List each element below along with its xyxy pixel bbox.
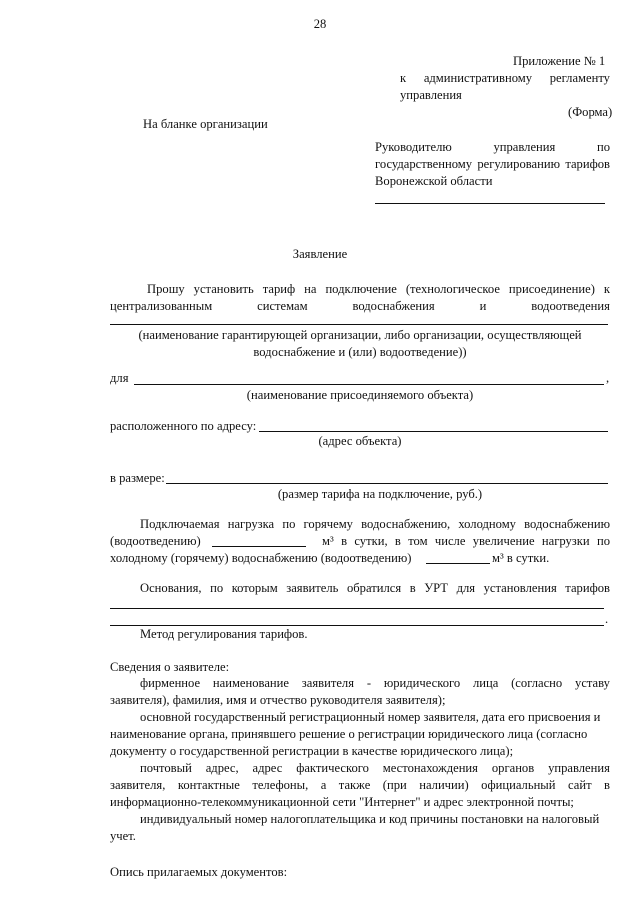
- object-caption: (наименование присоединяемого объекта): [246, 388, 474, 402]
- page-number: 28: [313, 17, 327, 31]
- address-label: расположенного по адресу:: [110, 419, 257, 433]
- load-line-1: Подключаемая нагрузка по горячему водоснабжению, холодному водоснабжению: [140, 517, 610, 531]
- applicant-item-2-line-3: документу о государственной регистрации в качестве юридического лица);: [110, 744, 514, 758]
- regulation-method: Метод регулирования тарифов.: [140, 627, 308, 641]
- load-increase-line[interactable]: [426, 563, 490, 564]
- document-heading: Заявление: [292, 247, 348, 261]
- load-line-2-start: (водоотведению): [110, 534, 201, 548]
- form-label: (Форма): [568, 105, 613, 119]
- addressee-line-3: Воронежской области: [375, 174, 493, 188]
- appendix-line-2: к административному регламенту: [400, 71, 610, 85]
- addressee-line-1: Руководителю управления по: [375, 140, 610, 154]
- applicant-item-3-line-1: почтовый адрес, адрес фактического местонахождения органов управления: [140, 761, 610, 775]
- organization-name-line[interactable]: [110, 324, 608, 325]
- applicant-item-2-line-1: основной государственный регистрационный номер заявителя, дата его присвоения и: [140, 710, 601, 724]
- applicant-item-2-line-2: наименование органа, принявшего решение о регистрации юридического лица (согласно: [110, 727, 588, 741]
- letterhead-note: На бланке организации: [143, 117, 268, 131]
- appendix-line-3: управления: [400, 88, 462, 102]
- load-line-2-end: м³ в сутки, в том числе увеличение нагрузки по: [322, 534, 610, 548]
- amount-label: в размере:: [110, 471, 165, 485]
- load-volume-line[interactable]: [212, 546, 306, 547]
- appendix-title: Приложение № 1: [513, 54, 606, 68]
- applicant-item-3-line-3: информационно-телекоммуникационной сети "Интернет" и адрес электронной почты;: [110, 795, 574, 809]
- object-label: для: [110, 371, 129, 385]
- applicant-info-title: Сведения о заявителе:: [110, 660, 230, 674]
- applicant-item-3-line-2: заявителя, контактные телефоны, а также (при наличии) официальный сайт в: [110, 778, 610, 792]
- request-line-1: Прошу установить тариф на подключение (технологическое присоединение) к: [147, 282, 610, 296]
- amount-line[interactable]: [166, 483, 608, 484]
- load-line-3-end: м³ в сутки.: [492, 551, 550, 565]
- load-line-3-start: холодному (горячему) водоснабжению (водоотведению): [110, 551, 412, 565]
- grounds-text: Основания, по которым заявитель обратился в УРТ для установления тарифов: [140, 581, 610, 595]
- applicant-item-1-line-1: фирменное наименование заявителя - юридического лица (согласно уставу: [140, 676, 610, 690]
- applicant-item-4-line-2: учет.: [110, 829, 136, 843]
- address-line[interactable]: [259, 431, 608, 432]
- addressee-signature-line[interactable]: [375, 203, 605, 204]
- applicant-item-4-line-1: индивидуальный номер налогоплательщика и код причины постановки на налоговый: [140, 812, 600, 826]
- request-line-2: централизованным системам водоснабжения и водоотведения: [110, 299, 610, 313]
- organization-caption-1: (наименование гарантирующей организации, либо организации, осуществляющей: [138, 328, 582, 342]
- organization-caption-2: водоснабжение и (или) водоотведение)): [253, 345, 467, 359]
- address-caption: (адрес объекта): [318, 434, 402, 448]
- object-name-line[interactable]: [134, 384, 604, 385]
- object-comma: ,: [606, 371, 610, 385]
- amount-caption: (размер тарифа на подключение, руб.): [277, 487, 483, 501]
- applicant-item-1-line-2: заявителя), фамилия, имя и отчество руководителя заявителя);: [110, 693, 446, 707]
- grounds-line-1[interactable]: [110, 608, 604, 609]
- attachments-title: Опись прилагаемых документов:: [110, 865, 288, 879]
- grounds-end-mark: .: [605, 612, 609, 626]
- addressee-line-2: государственному регулированию тарифов: [375, 157, 610, 171]
